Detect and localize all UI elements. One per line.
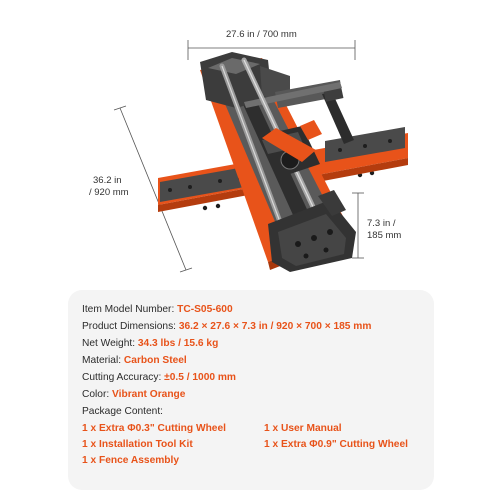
- spec-color-label: Color:: [82, 389, 110, 400]
- spec-weight-value: 34.3 lbs / 15.6 kg: [137, 338, 219, 349]
- spec-material-row: [82, 355, 187, 367]
- spec-color-row: [82, 389, 185, 401]
- spec-dimensions-label: Product Dimensions:: [82, 321, 176, 332]
- spec-accuracy-row: [82, 372, 236, 384]
- spec-color-value: Vibrant Orange: [112, 389, 186, 400]
- length-dimension-label-mm: / 920 mm: [89, 187, 129, 198]
- spec-weight-row: [82, 338, 218, 350]
- spec-accuracy-value: ±0.5 / 1000 mm: [164, 372, 236, 383]
- package-item-user-manual: 1 x User Manual: [264, 423, 342, 434]
- spec-model-value: TC-S05-600: [177, 304, 233, 315]
- spec-model-row: [82, 304, 233, 316]
- spec-package-label: Package Content:: [82, 406, 163, 417]
- package-item-cutting-wheel-large: 1 x Extra Φ0.9" Cutting Wheel: [264, 439, 408, 450]
- package-item-tool-kit: 1 x Installation Tool Kit: [82, 439, 193, 450]
- spec-package-row: [82, 406, 163, 418]
- spec-material-value: Carbon Steel: [123, 355, 187, 366]
- spec-accuracy-label: Cutting Accuracy:: [82, 372, 162, 383]
- width-dimension-label: 27.6 in / 700 mm: [226, 29, 297, 40]
- spec-dimensions-value: 36.2 × 27.6 × 7.3 in / 920 × 700 × 185 mm: [178, 321, 372, 332]
- package-item-cutting-wheel-small: 1 x Extra Φ0.3" Cutting Wheel: [82, 423, 226, 434]
- spec-model-label: Item Model Number:: [82, 304, 175, 315]
- spec-material-label: Material:: [82, 355, 122, 366]
- package-item-fence-assembly: 1 x Fence Assembly: [82, 455, 180, 466]
- spec-weight-label: Net Weight:: [82, 338, 136, 349]
- height-dimension-label-mm: 185 mm: [367, 230, 402, 241]
- spec-dimensions-row: [82, 321, 371, 333]
- length-dimension-label-in: 36.2 in: [93, 175, 122, 186]
- height-dimension-label-in: 7.3 in /: [367, 218, 396, 229]
